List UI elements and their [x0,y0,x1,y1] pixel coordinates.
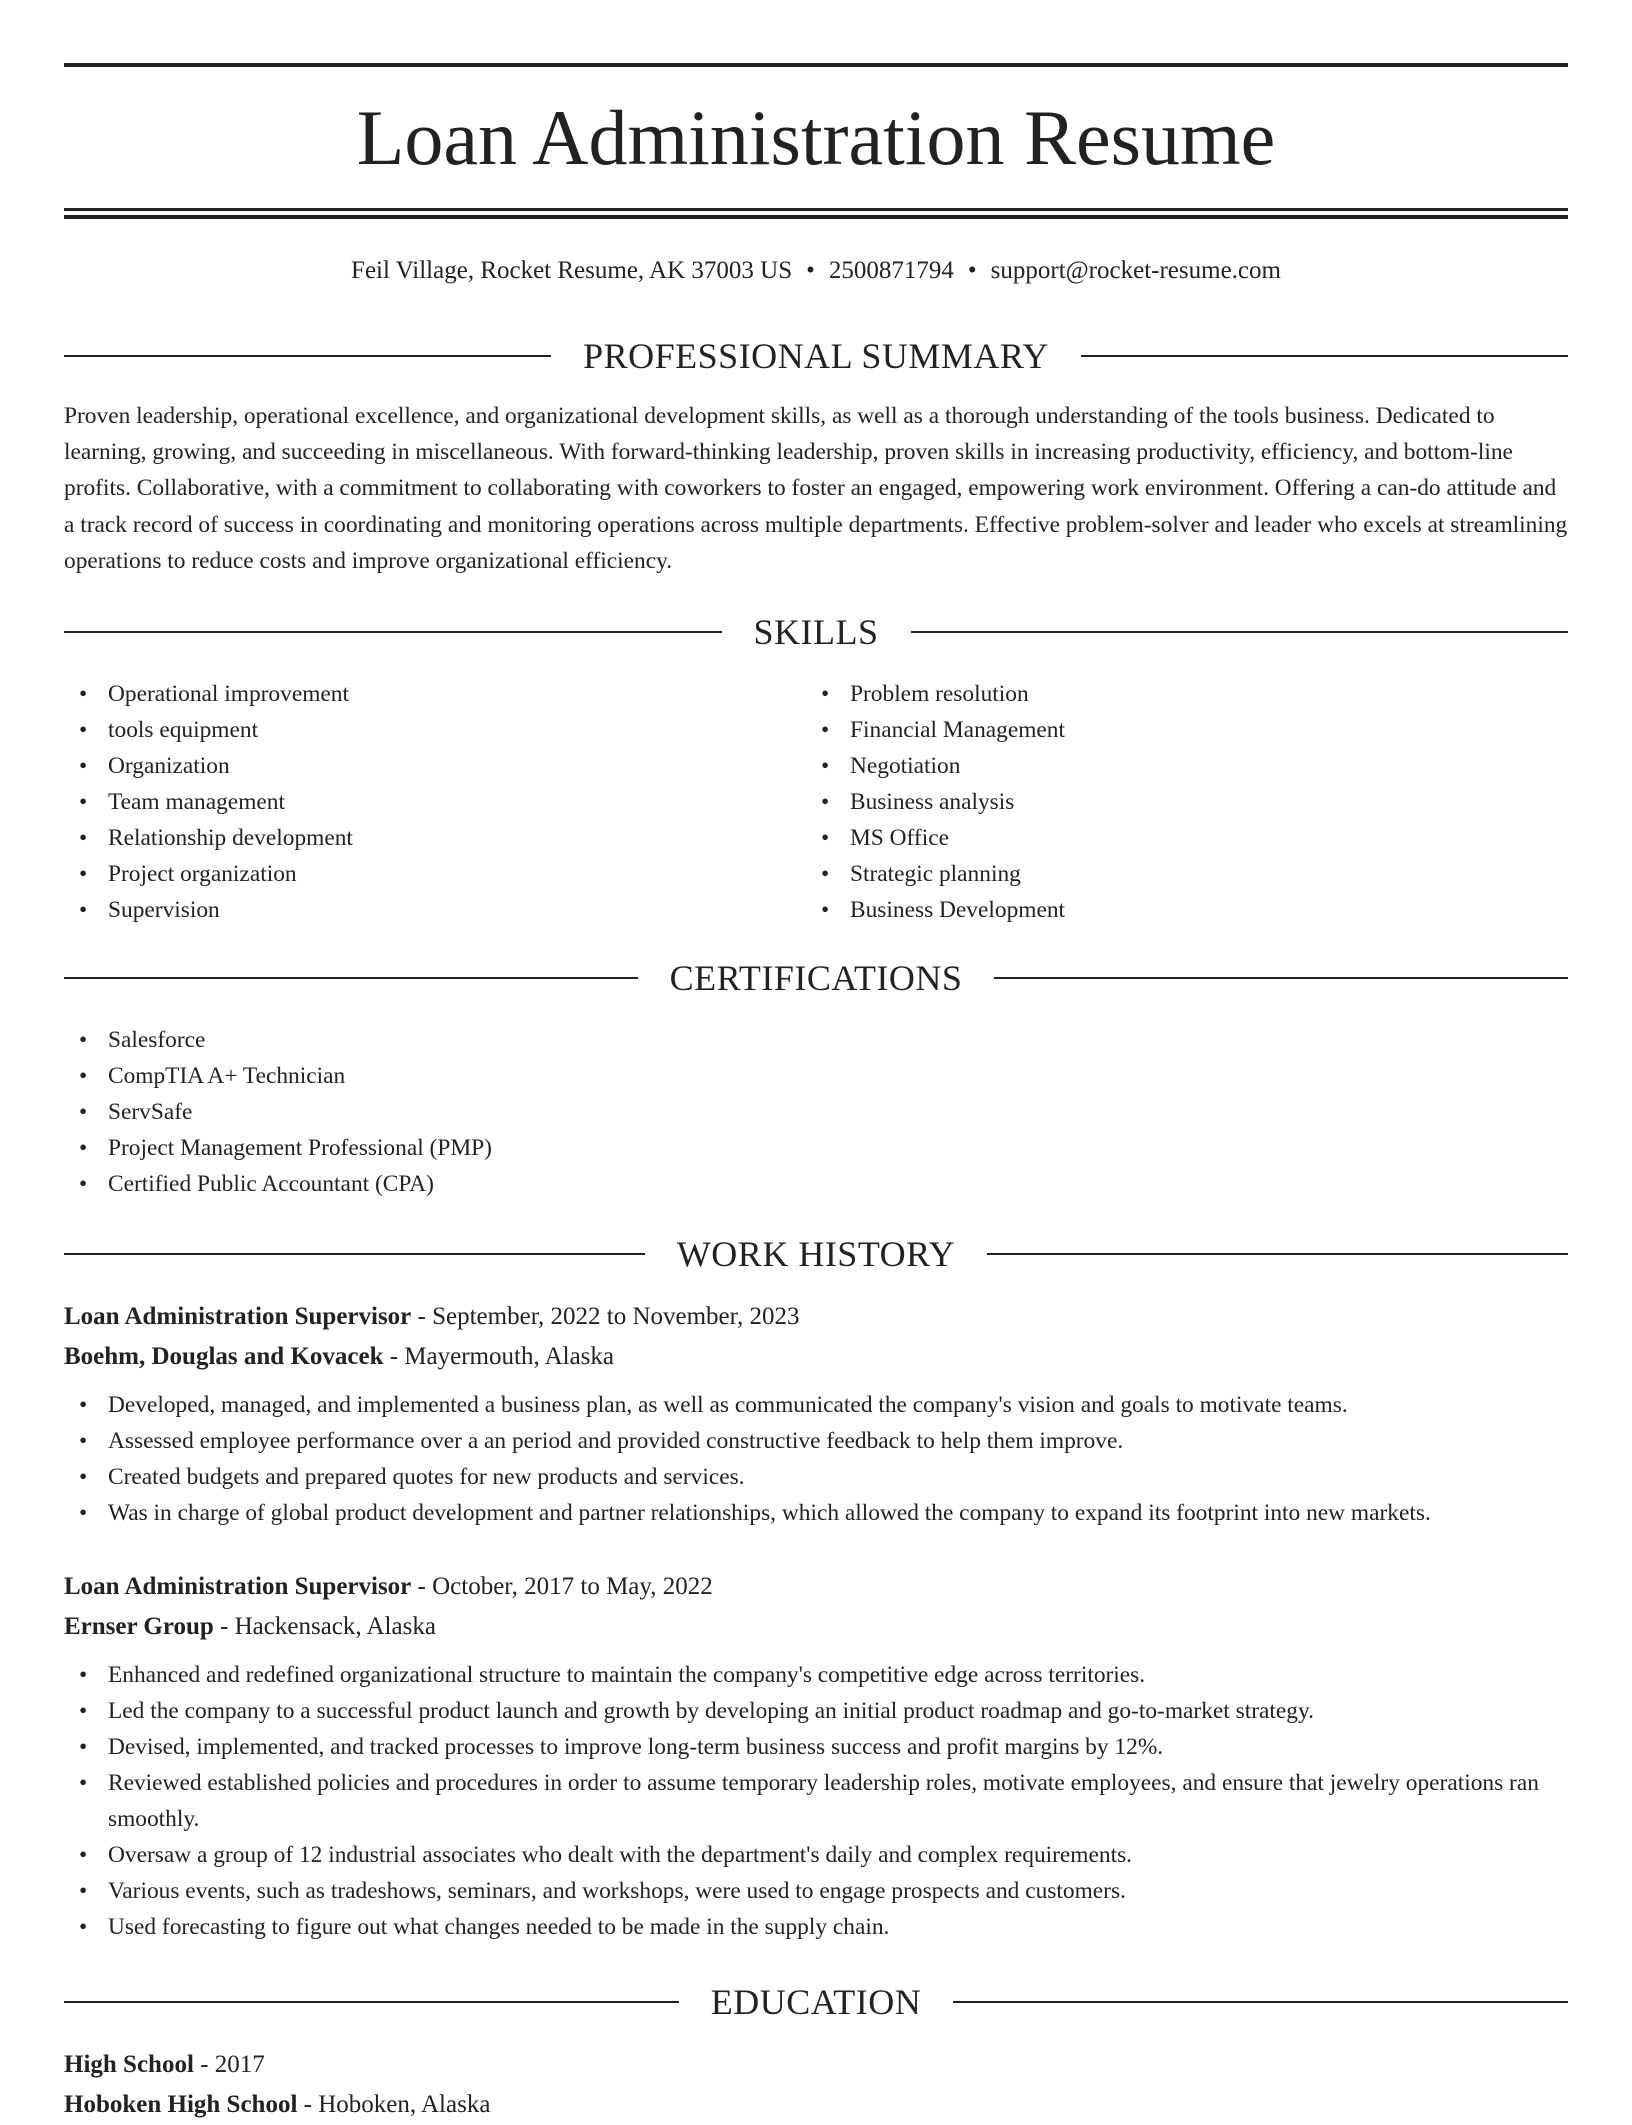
bullet-icon: • [79,753,88,779]
skill-item-text: Strategic planning [850,861,1021,887]
education-year: - 2017 [193,2051,265,2078]
skill-item-text: Operational improvement [108,681,349,707]
job-dates: - October, 2017 to May, 2022 [411,1573,713,1600]
bullet-icon: • [79,1027,88,1053]
certification-item-text: Certified Public Accountant (CPA) [108,1171,434,1197]
job-location: - Mayermouth, Alaska [383,1343,614,1370]
bullet-icon: • [821,753,830,779]
section-header-work [64,1232,1568,1276]
skill-item [806,856,1065,892]
job-title-line [64,1297,1568,1337]
bullet-icon: • [79,825,88,851]
bullet-icon: • [79,1734,88,1760]
bullet-icon: • [821,681,830,707]
top-rule [64,63,1568,67]
section-title-work: WORK HISTORY [676,1234,956,1274]
certification-item-text: Project Management Professional (PMP) [108,1135,492,1161]
section-header-summary [64,334,1568,378]
bullet-icon: • [79,1428,88,1454]
title-double-rule [64,208,1568,219]
skill-item [64,820,353,856]
job-bullet-text: Various events, such as tradeshows, seminars, and workshops, were used to engage prospects and customers. [108,1878,1126,1904]
job-bullet [64,1459,1568,1495]
bullet-icon: • [79,861,88,887]
job-bullet-text: Assessed employee performance over a an period and provided constructive feedback to help them improve. [108,1428,1124,1454]
contact-address: Feil Village, Rocket Resume, AK 37003 US [351,257,793,284]
bullet-icon: • [821,861,830,887]
skill-item-text: Supervision [108,897,220,923]
skill-item-text: Organization [108,753,230,779]
skill-item [806,676,1065,712]
bullet-icon: • [79,1770,88,1796]
skill-item-text: MS Office [850,825,949,851]
job-bullets [64,1387,1568,1531]
job-location: - Hackensack, Alaska [213,1613,436,1640]
skill-item [64,748,353,784]
education-school: Hoboken High School [64,2091,298,2118]
contact-line [64,254,1568,288]
section-title-education: EDUCATION [710,1982,922,2022]
education-school-line [64,2085,1568,2125]
contact-separator: • [967,257,977,284]
job-bullet [64,1909,1568,1945]
certifications-list [64,1022,492,1202]
job-bullet [64,1873,1568,1909]
bullet-icon: • [79,681,88,707]
job-bullet-text: Developed, managed, and implemented a business plan, as well as communicated the company's vision and goals to motivate teams. [108,1392,1348,1418]
job-company: Ernser Group [64,1613,214,1640]
bullet-icon: • [821,897,830,923]
section-rule-left [64,977,638,979]
skill-item [806,712,1065,748]
skill-item [64,856,353,892]
skills-list-right [806,676,1065,928]
job-bullet [64,1495,1568,1531]
job-company-line [64,1607,1568,1647]
skill-item-text: Negotiation [850,753,961,779]
skill-item-text: Problem resolution [850,681,1029,707]
education-degree-line [64,2045,1568,2085]
job-title-line [64,1567,1568,1607]
skill-item [64,784,353,820]
certification-item [64,1058,492,1094]
certification-item-text: Salesforce [108,1027,206,1053]
job-bullet-text: Enhanced and redefined organizational structure to maintain the company's competitive edge across territories. [108,1662,1146,1688]
job-bullet [64,1693,1568,1729]
bullet-icon: • [79,717,88,743]
job-bullet-text: Devised, implemented, and tracked processes to improve long-term business success and profit margins by 12%. [108,1734,1164,1760]
skill-item [64,676,353,712]
contact-separator: • [806,257,815,284]
education-entry [64,2045,1568,2125]
bullet-icon: • [821,825,830,851]
bullet-icon: • [79,1914,88,1940]
bullet-icon: • [79,1842,88,1868]
certification-item [64,1094,492,1130]
resume-title: Loan Administration Resume [356,94,1276,181]
skills-list-left [64,676,353,928]
section-rule-left [64,355,551,357]
bullet-icon: • [79,1392,88,1418]
section-header-education [64,1980,1568,2024]
skill-item [806,820,1065,856]
section-title-skills: SKILLS [753,612,879,652]
job-title: Loan Administration Supervisor [64,1573,412,1600]
section-rule-left [64,2001,679,2003]
skill-item-text: Business analysis [850,789,1015,815]
job-bullet [64,1765,1568,1837]
bullet-icon: • [79,1662,88,1688]
job-entry [64,1297,1568,1531]
job-bullet-text: Used forecasting to figure out what changes needed to be made in the supply chain. [108,1914,890,1940]
bullet-icon: • [79,1500,88,1526]
contact-phone: 2500871794 [828,257,954,284]
section-title-summary: PROFESSIONAL SUMMARY [583,336,1049,376]
bullet-icon: • [79,1099,88,1125]
skill-item-text: tools equipment [108,717,259,743]
skill-item [64,712,353,748]
skill-item [64,892,353,928]
job-dates: - September, 2022 to November, 2023 [411,1303,800,1330]
skill-item [806,748,1065,784]
job-bullets [64,1657,1568,1945]
certification-item-text: CompTIA A+ Technician [108,1063,346,1089]
certification-item [64,1166,492,1202]
job-bullet [64,1423,1568,1459]
section-title-certifications: CERTIFICATIONS [669,958,963,998]
skill-item-text: Business Development [850,897,1066,923]
job-bullet [64,1837,1568,1873]
skill-item [806,892,1065,928]
bullet-icon: • [79,1063,88,1089]
job-bullet-text: Led the company to a successful product launch and growth by developing an initial product roadmap and go-to-market strategy. [108,1698,1314,1724]
bullet-icon: • [79,1698,88,1724]
skill-item-text: Project organization [108,861,297,887]
section-rule-left [64,631,722,633]
contact-email: support@rocket-resume.com [990,257,1281,284]
section-header-skills [64,610,1568,654]
job-title: Loan Administration Supervisor [64,1303,412,1330]
skill-item-text: Relationship development [108,825,353,851]
bullet-icon: • [79,1135,88,1161]
section-rule-right [994,977,1568,979]
summary-text: Proven leadership, operational excellence, and organizational development skills, as well as a thorough understanding of the tools business. Dedicated to learning, growing, and succeeding in miscellaneous. With forward-thinking leadership, proven skills in increasing productivity, efficiency, and bottom-line profits. Collaborative, with a commitment to collaborating with coworkers to foster an engaged, empowering work environment. Offering a can-do attitude and a track record of success in coordinating and monitoring operations across multiple departments. Effective problem-solver and leader who excels at streamlining operations to reduce costs and improve organizational efficiency. [64,403,1568,574]
skill-item [806,784,1065,820]
skill-item-text: Financial Management [850,717,1065,743]
job-bullet-text: Created budgets and prepared quotes for new products and services. [108,1464,745,1490]
certification-item [64,1130,492,1166]
job-bullet-text: Oversaw a group of 12 industrial associates who dealt with the department's daily and complex requirements. [108,1842,1133,1868]
job-bullet-text: Was in charge of global product development and partner relationships, which allowed the company to expand its footprint into new markets. [108,1500,1431,1526]
job-bullet [64,1387,1568,1423]
job-bullet [64,1729,1568,1765]
section-rule-right [1081,355,1568,357]
job-bullet [64,1657,1568,1693]
job-company: Boehm, Douglas and Kovacek [64,1343,384,1370]
job-entry [64,1567,1568,1945]
section-rule-right [953,2001,1568,2003]
section-header-certifications [64,956,1568,1000]
certification-item-text: ServSafe [108,1099,193,1125]
job-company-line [64,1337,1568,1377]
section-rule-right [911,631,1569,633]
education-location: - Hoboken, Alaska [297,2091,491,2118]
bullet-icon: • [79,897,88,923]
bullet-icon: • [821,717,830,743]
bullet-icon: • [79,1464,88,1490]
section-rule-left [64,1253,645,1255]
bullet-icon: • [821,789,830,815]
bullet-icon: • [79,1171,88,1197]
bullet-icon: • [79,1878,88,1904]
section-rule-right [987,1253,1568,1255]
job-bullet-text: Reviewed established policies and procedures in order to assume temporary leadership roles, motivate employees, and ensure that jewelry operations ran smoothly. [108,1770,1539,1832]
certification-item [64,1022,492,1058]
bullet-icon: • [79,789,88,815]
skill-item-text: Team management [108,789,285,815]
education-degree: High School [64,2051,194,2078]
